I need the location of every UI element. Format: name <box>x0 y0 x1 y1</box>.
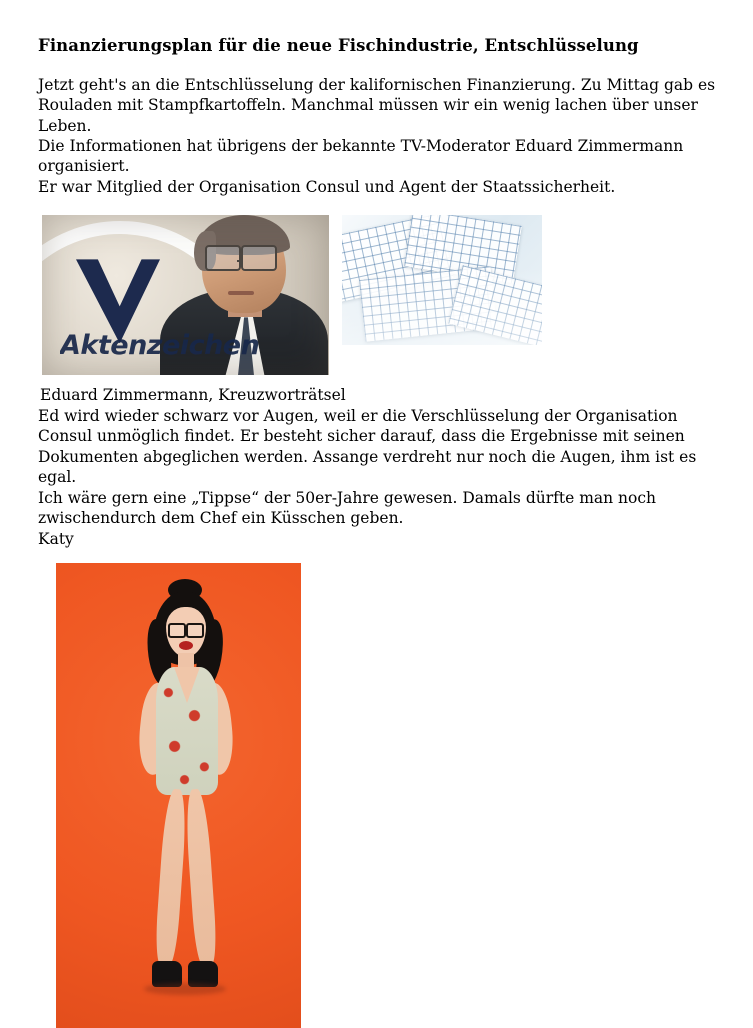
paragraph-info: Die Informationen hat übrigens der bekannte TV-Moderator Eduard Zimmermann organisiert. <box>38 136 684 176</box>
person-mouth <box>179 641 193 650</box>
paragraph-ed: Ed wird wieder schwarz vor Augen, weil er die Verschlüsselung der Organisation Consul unmöglich findet. Er besteht sicher darauf, dass die Ergebnisse mit seinen Dokumenten abgeglichen werden. Assange verdreht nur noch die Augen, ihm ist es egal. <box>38 406 697 487</box>
paragraph-intro: Jetzt geht's an die Entschlüsselung der kalifornischen Finanzierung. Zu Mittag gab es Rouladen mit Stampfkartoffeln. Manchmal müssen wir ein wenig lachen über unser Leben. <box>38 75 716 135</box>
person-neck <box>178 653 194 667</box>
image-caption: Eduard Zimmermann, Kreuzworträtsel <box>40 386 346 405</box>
paragraph-tippse: Ich wäre gern eine „Tippse“ der 50er-Jahre gewesen. Damals dürfte man noch zwischendurch dem Chef ein Küsschen geben. <box>38 488 657 528</box>
floor-shadow <box>144 983 226 995</box>
eduard-zimmermann-photo <box>42 215 329 375</box>
photo-fade-overlay <box>342 215 542 345</box>
paragraph-consul: Er war Mitglied der Organisation Consul und Agent der Staatssicherheit. <box>38 177 616 196</box>
photo-vignette <box>42 215 329 375</box>
kreuzwortraetsel-photo <box>342 215 542 345</box>
page-title: Finanzierungsplan für die neue Fischindustrie, Entschlüsselung <box>38 36 639 55</box>
eyeglasses-icon <box>168 623 204 634</box>
photo-overlay-word: Aktenzeichen <box>60 330 260 362</box>
katy-pinup-photo <box>56 563 301 1028</box>
signature-katy: Katy <box>38 529 74 548</box>
image-row <box>42 215 717 375</box>
